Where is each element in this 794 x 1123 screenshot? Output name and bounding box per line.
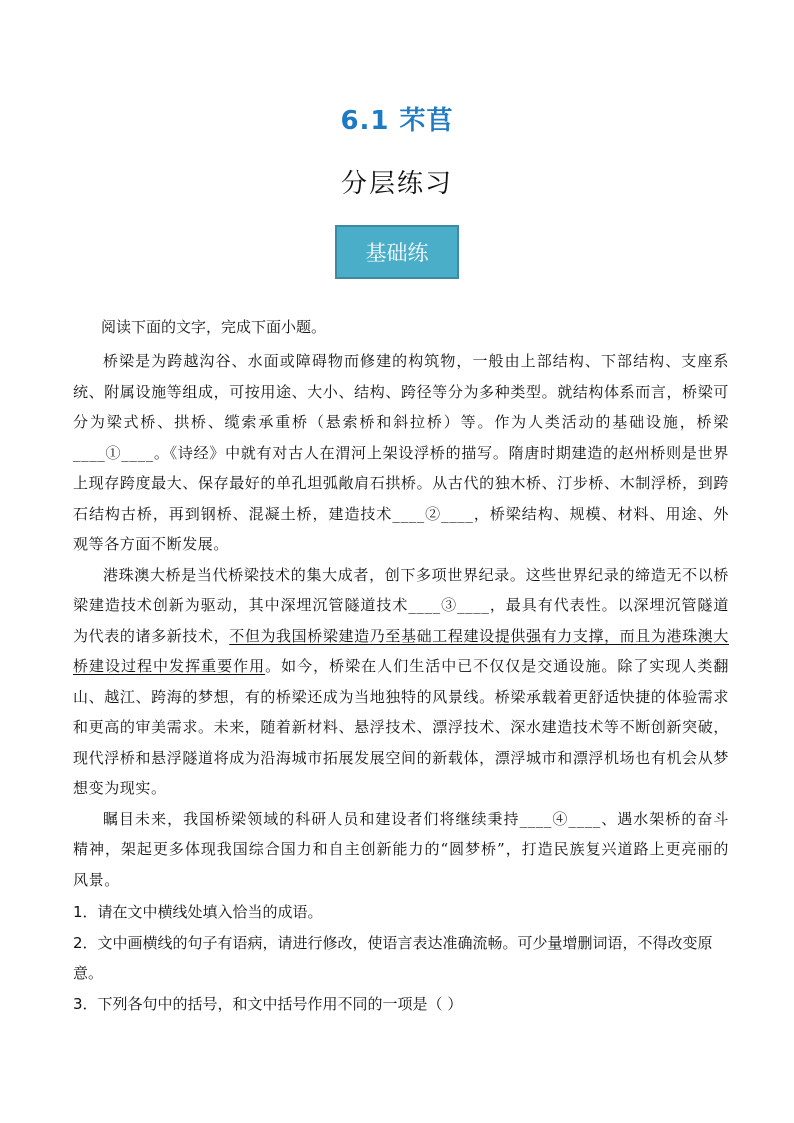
question-3: 3．下列各句中的括号，和文中括号作用不同的一项是（ ）: [73, 994, 463, 1013]
passage-text: ，最具有代表性。以深埋沉管隧道为代表的诸多新技术，: [73, 596, 729, 645]
passage-paragraph-1: [73, 346, 729, 560]
passage-text: 瞩目未来，我国桥梁领域的科研人员和建设者们将继续秉持: [103, 809, 520, 828]
content-area: [73, 314, 729, 1019]
passage-text: 、遇水架桥的奋斗精神，架起更多体现我国综合国力和自主创新能力的“圆梦桥”，打造民族复兴道路上更亮丽的风景。: [73, 809, 729, 889]
page-subtitle: 分层练习: [340, 169, 453, 199]
blank-2: ____②____: [392, 504, 474, 523]
section-badge: 基础练: [335, 225, 459, 279]
passage-paragraph-3: [73, 804, 729, 896]
passage-text: 。《诗经》中就有对古人在渭河上架设浮桥的描写。隋唐时期建造的赵州桥则是世界上现存跨度最大、保存最好的单孔坦弧敞肩石拱桥。从古代的独木桥、汀步桥、木制浮桥，到跨石结构古桥，再到钢桥、混凝土桥，建造技术: [73, 443, 729, 523]
blank-1: ____①____: [73, 443, 154, 462]
passage-text: ，桥梁结构、规模、材料、用途、外观等各方面不断发展。: [73, 504, 729, 553]
question-1: 1．请在文中横线处填入恰当的成语。: [73, 903, 323, 921]
question-2: 2．文中画横线的句子有语病，请进行修改，使语言表达准确流畅。可少量增删词语，不得改变原意。: [73, 933, 713, 982]
reading-instruction: 阅读下面的文字，完成下面小题。: [101, 318, 327, 336]
page-title: 6.1 芣苢: [340, 106, 454, 136]
blank-3: ____③____: [408, 596, 490, 614]
passage-paragraph-2: [73, 560, 729, 804]
passage-text: 港珠澳大桥是当代桥梁技术的集大成者，创下多项世界纪录。这些世界纪录的缔造无不以桥梁建造技术创新为驱动，其中深埋沉管隧道技术: [73, 565, 729, 614]
underlined-sentence: 不但为我国桥梁建造乃至基础工程建设提供强有力支撑，而且为港珠澳大桥建设过程中发挥重要作用: [73, 626, 729, 675]
passage-text: 桥梁是为跨越沟谷、水面或障碍物而修建的构筑物，一般由上部结构、下部结构、支座系统、附属设施等组成，可按用途、大小、结构、跨径等分为多种类型。就结构体系而言，桥梁可分为梁式桥、拱桥、缆索承重桥（悬索桥和斜拉桥）等。作为人类活动的基础设施，桥梁: [73, 352, 729, 431]
blank-4: ____④____: [519, 809, 601, 828]
passage-text: 。如今，桥梁在人们生活中已不仅仅是交通设施。除了实现人类翻山、越江、跨海的梦想，有的桥梁还成为当地独特的风景线。桥梁承载着更舒适快捷的体验需求和更高的审美需求。未来，随着新材料、悬浮技术、漂浮技术、深水建造技术等不断创新突破，现代浮桥和悬浮隧道将成为沿海城市拓展发展空间的新载体，漂浮城市和漂浮机场也有机会从梦想变为现实。: [73, 657, 730, 797]
